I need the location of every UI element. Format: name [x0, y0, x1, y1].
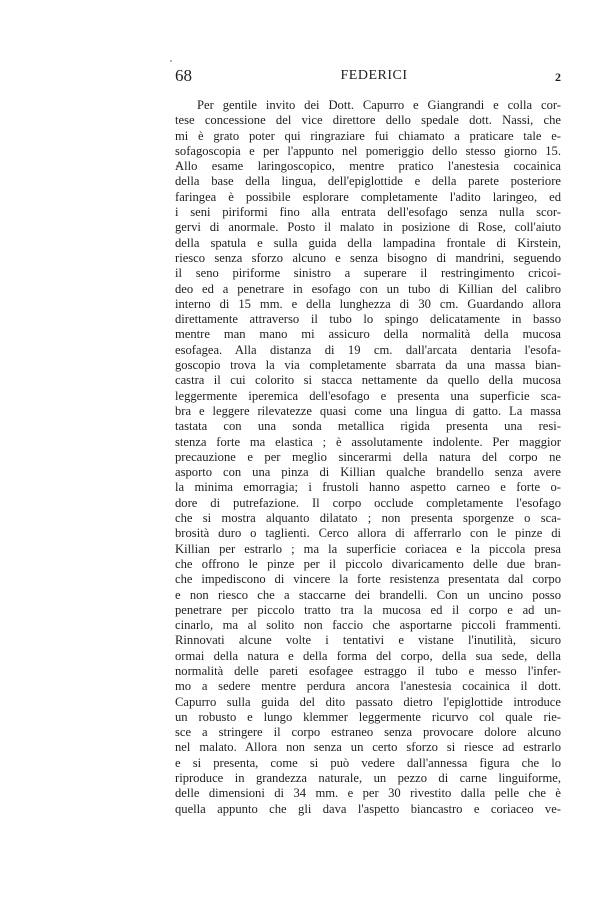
page-header [175, 66, 561, 88]
text-line: della base della lingua, dell'epiglottide e della parete posteriore [175, 174, 561, 189]
text-line: ormai della natura e della forma del corpo, della sua sede, della [175, 648, 561, 663]
text-line: deo ed a penetrare in esofago con un tubo di Killian del calibro [175, 281, 561, 296]
text-line: la minima emorragia; i frustoli hanno aspetto carneo e forte o- [175, 480, 561, 495]
text-line: della spatula e sulla guida della lampadina frontale di Kirstein, [175, 235, 561, 250]
text-line: un robusto e lungo klemmer leggermente ricurvo col quale rie- [175, 709, 561, 724]
text-line: faringea è possibile esplorare completamente l'adito laringeo, ed [175, 189, 561, 204]
text-line: e si presenta, come si può vedere dall'annessa figura che lo [175, 755, 561, 770]
text-line: Rinnovati alcune volte i tentativi e vistane l'inutilità, sicuro [175, 633, 561, 648]
text-line: brosità duro o taglienti. Cerco allora di afferrarlo con le pinze di [175, 526, 561, 541]
text-line: il seno piriforme sinistro a superare il restringimento cricoi- [175, 266, 561, 281]
text-line: e non riesco che a staccarne dei brandelli. Con un uncino posso [175, 587, 561, 602]
text-line: bra e leggere rilevatezze quasi come una lingua di gatto. La massa [175, 403, 561, 418]
page-number: 68 [175, 66, 192, 85]
text-line: riesco senza sforzo alcuno e senza bisogno di mandrini, seguendo [175, 250, 561, 265]
text-line: goscopio trova la via completamente sbarrata da una massa bian- [175, 358, 561, 373]
text-line: delle dimensioni di 34 mm. e per 30 rivestito dalla pelle che è [175, 786, 561, 801]
text-line: Per gentile invito dei Dott. Capurro e Giangrandi e colla cor- [197, 98, 561, 112]
text-line: Killian per estrarlo ; ma la superficie coriacea e la piccola presa [175, 541, 561, 556]
text-line: mentre man mano mi assicuro della normalità della mucosa [175, 327, 561, 342]
text-line: cinarlo, ma al solito non faccio che asportarne piccoli frammenti. [175, 618, 561, 633]
text-line: riproduce in grandezza naturale, un pezzo di carne linguiforme, [175, 771, 561, 786]
text-line: direttamente attraverso il tubo lo spingo delicatamente in basso [175, 312, 561, 327]
text-line: Allo esame laringoscopico, mentre pratico l'anestesia cocainica [175, 159, 561, 174]
text-line: penetrare per piccolo tratto tra la mucosa ed il corpo e ad un- [175, 602, 561, 617]
text-line: Capurro sulla guida del dito passato dietro l'epiglottide introduce [175, 694, 561, 709]
text-line: esofagea. Alla distanza di 19 cm. dall'arcata dentaria l'esofa- [175, 342, 561, 357]
text-line: dore di putrefazione. Il corpo occlude completamente l'esofago [175, 495, 561, 510]
text-line: mo a sedere mentre perdura ancora l'anestesia cocainica il dott. [175, 679, 561, 694]
text-line: interno di 15 mm. e della lunghezza di 30 cm. Guardando allora [175, 296, 561, 311]
text-line: sofagoscopia e per l'appunto nel pomeriggio dello stesso giorno 15. [175, 143, 561, 158]
paper-speck [170, 60, 172, 62]
text-line: che impediscono di vincere la forte resistenza presentata dal corpo [175, 572, 561, 587]
text-line: leggermente iperemica dell'esofago e presenta una superficie sca- [175, 388, 561, 403]
text-line: gervi di anormale. Posto il malato in posizione di Rose, coll'aiuto [175, 220, 561, 235]
text-line: nel malato. Allora non senza un certo sforzo si riesce ad estrarlo [175, 740, 561, 755]
text-line: mi è grato poter qui ringraziare fui chiamato a praticare tale e- [175, 128, 561, 143]
text-line: quella appunto che gli dava l'aspetto biancastro e coriaceo ve- [175, 801, 561, 816]
signature-mark: 2 [555, 70, 561, 84]
text-line: i seni piriformi fino alla entrata dell'esofago senza nulla scor- [175, 205, 561, 220]
text-line: tastata con una sonda metallica rigida presenta una resi- [175, 419, 561, 434]
text-line: precauzione e per meglio sincerarmi della natura del corpo ne [175, 449, 561, 464]
text-line: castra il cui colorito si stacca nettamente da quello della mucosa [175, 373, 561, 388]
text-line: che si mostra alquanto dilatato ; non presenta sporgenze o sca- [175, 511, 561, 526]
text-line: che offrono le pinze per il piccolo divaricamento delle due bran- [175, 556, 561, 571]
running-title: FEDERICI [340, 68, 408, 83]
text-line: tese concessione del vice direttore dello spedale dott. Nassi, che [175, 113, 561, 128]
text-line: stenza forte ma elastica ; è assolutamente indolente. Per maggior [175, 434, 561, 449]
body-text [175, 98, 561, 817]
text-line: normalità delle pareti esofagee estraggo il tubo e messo l'infer- [175, 663, 561, 678]
text-line: sce a stringere il corpo estraneo senza provocare dolore alcuno [175, 725, 561, 740]
text-line: asporto con una pinza di Killian qualche brandello senza avere [175, 465, 561, 480]
